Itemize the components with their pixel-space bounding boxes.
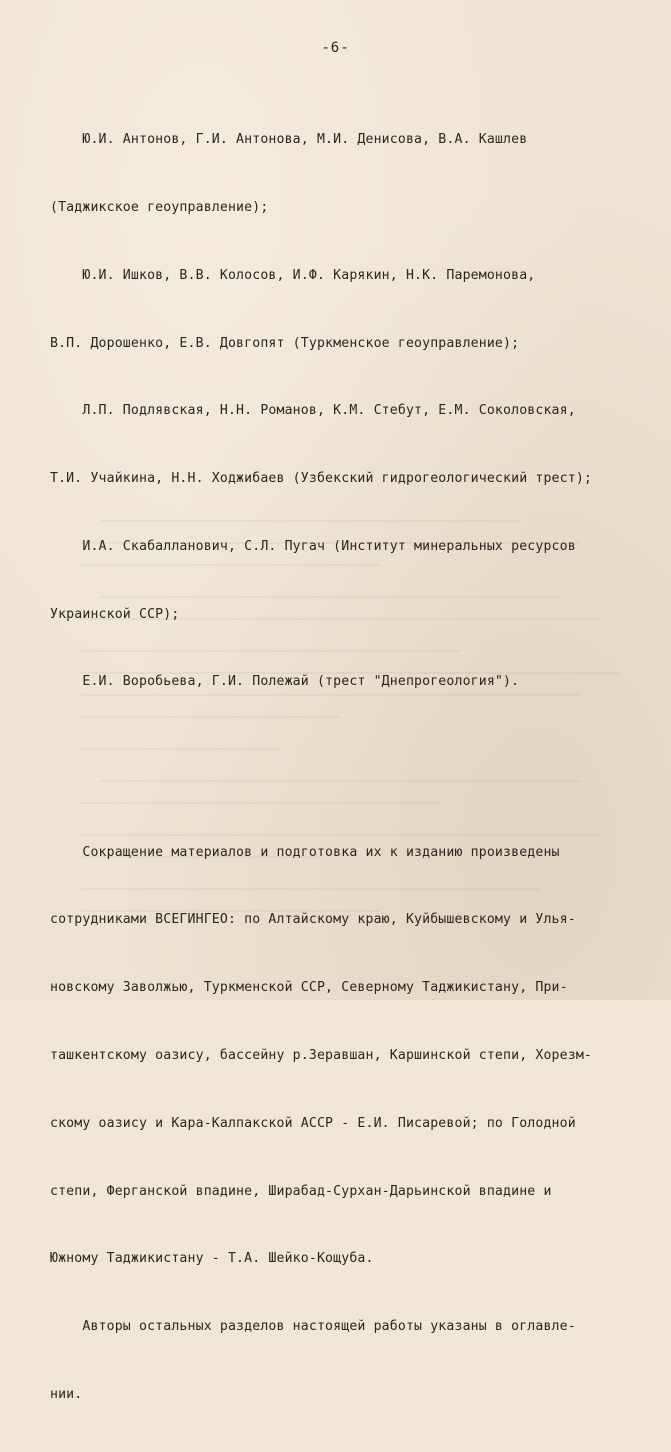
paragraph-line: степи, Ферганской впадине, Ширабад-Сурхан-Дарьинской впадине и bbox=[50, 1183, 552, 1199]
contributor-line: Л.П. Подлявская, Н.Н. Романов, К.М. Стебут, Е.М. Соколовская, bbox=[82, 403, 576, 419]
contributor-line: В.П. Дорошенко, Е.В. Довгопят (Туркменское геоуправление); bbox=[50, 335, 520, 351]
contributor-line: Ю.И. Антонов, Г.И. Антонова, М.И. Денисова, В.А. Кашлев bbox=[82, 132, 528, 148]
contributor-line: (Таджикское геоуправление); bbox=[50, 199, 269, 215]
contributor-line: Ю.И. Ишков, В.В. Колосов, И.Ф. Карякин, Н.К. Паремонова, bbox=[82, 267, 536, 283]
paragraph-line: Сокращение материалов и подготовка их к изданию произведены bbox=[82, 844, 560, 860]
contributor-line: Т.И. Учайкина, Н.Н. Ходжибаев (Узбекский гидрогеологический трест); bbox=[50, 471, 592, 487]
paragraph-line: Южному Таджикистану - Т.А. Шейко-Кощуба. bbox=[50, 1251, 374, 1267]
paragraph-line: новскому Заволжью, Туркменской ССР, Северному Таджикистану, При- bbox=[50, 980, 568, 996]
paragraph-line: ташкентскому оазису, бассейну р.Зеравшан, Каршинской степи, Хорезм- bbox=[50, 1047, 592, 1063]
page-number: -6- bbox=[321, 40, 350, 56]
page-body bbox=[50, 84, 650, 1452]
paragraph-line: нии. bbox=[50, 1386, 83, 1402]
paragraph-line: Авторы остальных разделов настоящей работы указаны в оглавле- bbox=[82, 1319, 576, 1335]
paragraph-line: сотрудниками ВСЕГИНГЕО: по Алтайскому краю, Куйбышевскому и Улья- bbox=[50, 912, 576, 928]
contributor-line: Е.И. Воробьева, Г.И. Полежай (трест "Днепрогеология"). bbox=[82, 674, 520, 690]
paragraph-gap bbox=[50, 762, 650, 774]
contributor-line: И.А. Скабалланович, С.Л. Пугач (Институт минеральных ресурсов bbox=[82, 538, 576, 554]
paragraph-line: скому оазису и Кара-Калпакской АССР - Е.И. Писаревой; по Голодной bbox=[50, 1115, 576, 1131]
contributor-line: Украинской ССР); bbox=[50, 606, 180, 622]
